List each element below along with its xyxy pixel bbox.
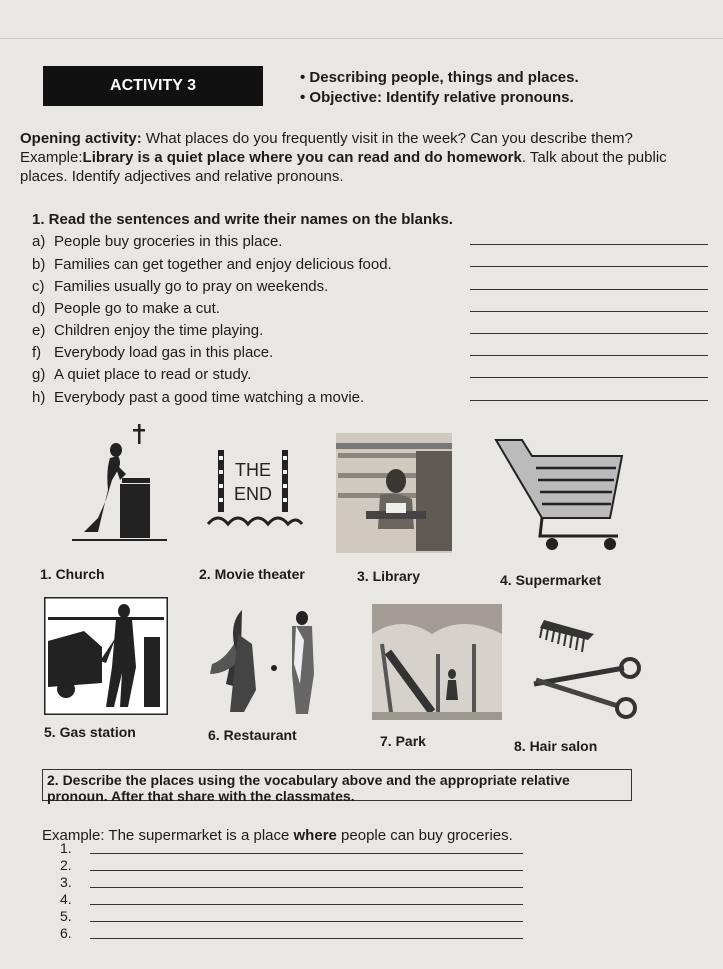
- item-text: Families can get together and enjoy delicious food.: [54, 256, 392, 273]
- caption-supermarket: 4. Supermarket: [500, 572, 602, 588]
- caption-hair-salon: 8. Hair salon: [514, 738, 598, 754]
- item-text: People go to make a cut.: [54, 300, 220, 317]
- item-text: People buy groceries in this place.: [54, 233, 283, 250]
- caption-library: 3. Library: [357, 568, 421, 584]
- objectives: [300, 68, 579, 108]
- item-f: [32, 344, 273, 361]
- answer-line-6[interactable]: [90, 938, 523, 939]
- blank-h[interactable]: [470, 400, 708, 401]
- opening-example: Library is a quiet place where you can read and do homework: [82, 149, 522, 166]
- answer-number-1: 1.: [60, 840, 72, 856]
- gas-station-scene: [44, 597, 168, 715]
- item-text: A quiet place to read or study.: [54, 366, 252, 383]
- item-letter: a): [32, 233, 46, 250]
- item-letter: f): [32, 344, 42, 361]
- item-letter: h): [32, 389, 46, 406]
- answer-number-3: 3.: [60, 874, 72, 890]
- answer-line-1[interactable]: [90, 853, 523, 854]
- caption-church: 1. Church: [40, 566, 105, 582]
- blank-d[interactable]: [470, 311, 708, 312]
- blank-a[interactable]: [470, 244, 708, 245]
- item-d: [32, 300, 220, 317]
- answer-line-2[interactable]: [90, 870, 523, 871]
- item-letter: e): [32, 322, 46, 339]
- item-text: Children enjoy the time playing.: [54, 322, 264, 339]
- blank-c[interactable]: [470, 289, 708, 290]
- item-letter: b): [32, 256, 46, 273]
- item-b: [32, 256, 392, 273]
- item-text: Everybody past a good time watching a movie.: [54, 389, 365, 406]
- answer-line-5[interactable]: [90, 921, 523, 922]
- screen-text-the: THE: [235, 460, 271, 480]
- activity-banner: ACTIVITY 3: [43, 66, 263, 106]
- item-e: [32, 322, 263, 339]
- blank-f[interactable]: [470, 355, 708, 356]
- restaurant-scene: [204, 604, 336, 720]
- screen-text-end: END: [233, 484, 273, 504]
- opening-text-1: What places do you frequently visit in the week? Can you describe them? Example:: [20, 130, 633, 166]
- caption-restaurant: 6. Restaurant: [208, 727, 297, 743]
- page-top-edge: [0, 38, 723, 39]
- item-a: [32, 233, 282, 250]
- opening-text-2: . Talk about the public places. Identify adjectives and relative pronouns.: [20, 149, 667, 185]
- answer-number-2: 2.: [60, 857, 72, 873]
- caption-park: 7. Park: [380, 733, 426, 749]
- comb-icon: [540, 620, 594, 652]
- library-scene: [336, 433, 452, 553]
- answer-number-4: 4.: [60, 891, 72, 907]
- opening-label: Opening activity:: [20, 130, 142, 147]
- item-letter: c): [32, 278, 45, 295]
- film-screen: [204, 448, 304, 528]
- example-bold: where: [293, 827, 337, 844]
- blank-b[interactable]: [470, 266, 708, 267]
- question-1: 1. Read the sentences and write their names on the blanks.: [32, 211, 453, 228]
- objective-2: • Objective: Identify relative pronouns.: [300, 89, 574, 106]
- answer-number-6: 6.: [60, 925, 72, 941]
- answer-line-4[interactable]: [90, 904, 523, 905]
- item-text: Everybody load gas in this place.: [54, 344, 274, 361]
- park-slide-scene: [372, 604, 502, 720]
- example-sentence: [42, 827, 513, 844]
- scissors-icon: [534, 659, 639, 717]
- item-c: [32, 278, 328, 295]
- item-h: [32, 389, 364, 406]
- item-g: [32, 366, 251, 383]
- item-letter: g): [32, 366, 46, 383]
- hair-salon-tools: [528, 610, 644, 720]
- objective-1: • Describing people, things and places.: [300, 69, 579, 86]
- church-figure: [62, 420, 172, 550]
- caption-movie-theater: 2. Movie theater: [199, 566, 305, 582]
- shopping-cart-icon: [492, 432, 624, 552]
- item-text: Families usually go to pray on weekends.: [54, 278, 329, 295]
- caption-gas-station: 5. Gas station: [44, 724, 136, 740]
- example-post: people can buy groceries.: [336, 827, 513, 844]
- question-2-box: 2. Describe the places using the vocabulary above and the appropriate relative pronoun. After that share with the classmates.: [42, 769, 632, 801]
- item-letter: d): [32, 300, 46, 317]
- cross-icon: [133, 424, 145, 444]
- example-pre: Example: The supermarket is a place: [42, 827, 294, 844]
- opening-activity: [20, 129, 710, 186]
- blank-e[interactable]: [470, 333, 708, 334]
- blank-g[interactable]: [470, 377, 708, 378]
- answer-number-5: 5.: [60, 908, 72, 924]
- answer-line-3[interactable]: [90, 887, 523, 888]
